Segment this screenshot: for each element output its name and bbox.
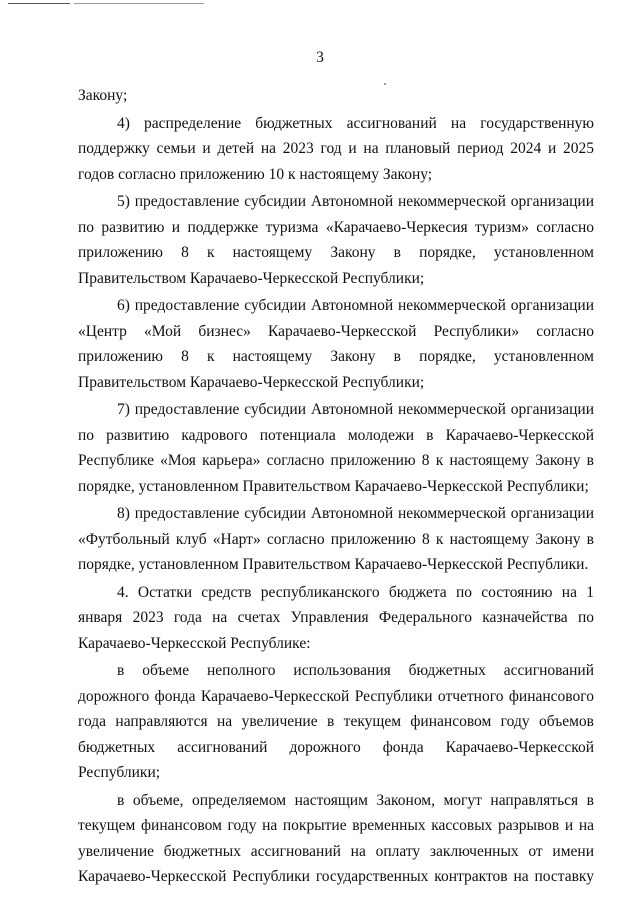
scan-edge-mark	[74, 3, 204, 4]
page-number: 3	[316, 49, 324, 66]
scan-edge-mark	[8, 3, 70, 4]
paragraph-cash-gaps: в объеме, определяемом настоящим Законом, могут направляться в текущем финансовом году на покрытие временных кассовых разрывов и на увеличение бюджетных ассигнований на оплату заключенных от имени Карачаево-Черкесской Республики государственных контрактов на поставку	[78, 791, 594, 885]
paragraph-section-4: 4. Остатки средств республиканского бюджета по состоянию на 1 января 2023 года на счетах Управления Федерального казначейства по Карачаево-Черкесской Республике:	[78, 583, 594, 652]
paragraph-item-4: 4) распределение бюджетных ассигнований на государственную поддержку семьи и детей на 2023 год и на плановый период 2024 и 2025 годов согласно приложению 10 к настоящему Закону;	[78, 114, 594, 183]
paragraph-item-6: 6) предоставление субсидии Автономной некоммерческой организации «Центр «Мой бизнес» Карачаево-Черкесской Республики» согласно приложению 8 к настоящему Закону в порядке, установленном Правительством Карачаево-Черкесской Республики;	[78, 297, 594, 391]
paragraph-item-5: 5) предоставление субсидии Автономной некоммерческой организации по развитию и поддержке туризма «Карачаево-Черкесия туризм» согласно приложению 8 к настоящему Закону в порядке, установленном Правительством Карачаево-Черкесской Республики;	[78, 193, 594, 287]
paragraph-item-7: 7) предоставление субсидии Автономной некоммерческой организации по развитию кадрового потенциала молодежи в Карачаево-Черкесской Республике «Моя карьера» согласно приложению 8 к настоящему Закону в порядке, установленном Правительством Карачаево-Черкесской Республики;	[78, 401, 594, 495]
paragraph-continuation: Закону;	[78, 87, 128, 104]
paragraph-item-8: 8) предоставление субсидии Автономной некоммерческой организации «Футбольный клуб «Нарт» согласно приложению 8 к настоящему Закону в порядке, установленном Правительством Карачаево-Черкесской Республики.	[78, 505, 594, 573]
document-body	[78, 83, 594, 892]
paragraph-road-fund: в объеме неполного использования бюджетных ассигнований дорожного фонда Карачаево-Черкесской Республики отчетного финансового года направляются на увеличение в текущем финансовом году объемов бюджетных ассигнований дорожного фонда Карачаево-Черкесской Республики;	[78, 662, 594, 781]
